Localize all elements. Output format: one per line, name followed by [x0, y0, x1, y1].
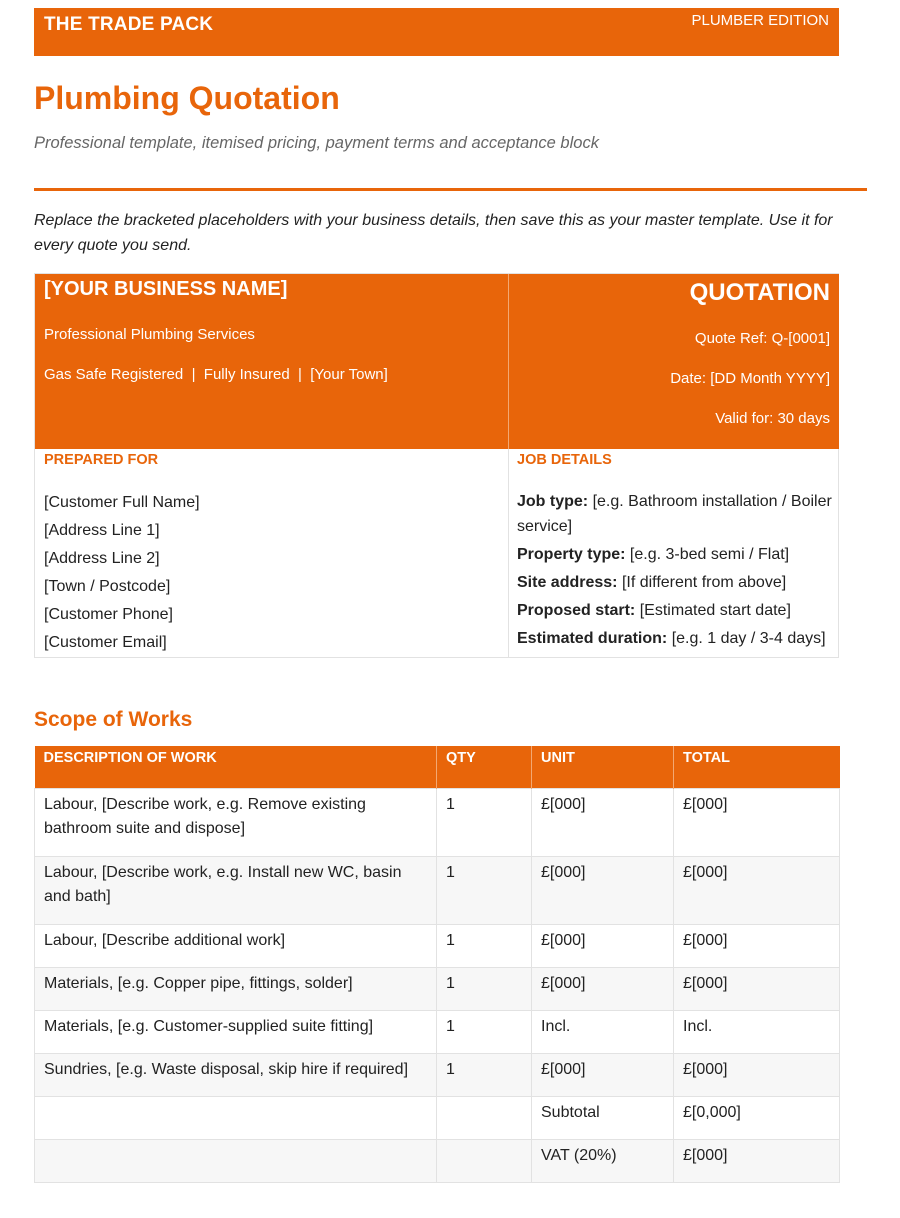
- job-details: [517, 489, 832, 654]
- vat-value[interactable]: £[000]: [674, 1140, 840, 1183]
- subtotal-row: [35, 1097, 840, 1140]
- row-total[interactable]: £[000]: [674, 925, 840, 968]
- customer-details: [44, 489, 200, 657]
- row-qty: [437, 1097, 532, 1140]
- col-description: DESCRIPTION OF WORK: [35, 746, 437, 789]
- proposed-start-value: [Estimated start date]: [639, 602, 791, 619]
- row-unit[interactable]: £[000]: [532, 857, 674, 925]
- page-title: Plumbing Quotation: [34, 80, 340, 116]
- row-description[interactable]: Sundries, [e.g. Waste disposal, skip hire if required]: [35, 1054, 437, 1097]
- row-total[interactable]: £[000]: [674, 968, 840, 1011]
- estimated-duration[interactable]: [517, 626, 832, 651]
- row-qty[interactable]: 1: [437, 968, 532, 1011]
- row-description[interactable]: Labour, [Describe work, e.g. Remove existing bathroom suite and dispose]: [35, 789, 437, 857]
- row-unit[interactable]: £[000]: [532, 968, 674, 1011]
- brand-bar: [34, 8, 839, 56]
- business-tagline[interactable]: Professional Plumbing Services: [44, 326, 255, 343]
- estimated-duration-value: [e.g. 1 day / 3-4 days]: [671, 630, 826, 647]
- job-details-label: JOB DETAILS: [517, 452, 612, 468]
- row-qty[interactable]: 1: [437, 789, 532, 857]
- row-description: [35, 1097, 437, 1140]
- row-unit[interactable]: £[000]: [532, 789, 674, 857]
- row-total[interactable]: £[000]: [674, 857, 840, 925]
- table-row: [35, 968, 840, 1011]
- table-row: [35, 857, 840, 925]
- subtotal-label: Subtotal: [532, 1097, 674, 1140]
- table-row: [35, 1011, 840, 1054]
- table-row: [35, 1054, 840, 1097]
- proposed-start-key: Proposed start:: [517, 602, 636, 619]
- job-type-key: Job type:: [517, 493, 589, 510]
- estimated-duration-key: Estimated duration:: [517, 630, 668, 647]
- quote-date[interactable]: Date: [DD Month YYYY]: [670, 370, 830, 387]
- title-divider: [34, 188, 867, 191]
- quote-validity[interactable]: Valid for: 30 days: [715, 410, 830, 427]
- col-unit: UNIT: [532, 746, 674, 789]
- business-name[interactable]: [YOUR BUSINESS NAME]: [44, 278, 288, 300]
- brand-name: THE TRADE PACK: [44, 14, 214, 35]
- property-type[interactable]: [517, 542, 832, 567]
- scope-table: [34, 746, 840, 1183]
- row-total[interactable]: £[000]: [674, 1054, 840, 1097]
- row-qty[interactable]: 1: [437, 925, 532, 968]
- row-unit[interactable]: Incl.: [532, 1011, 674, 1054]
- customer-town-postcode[interactable]: [Town / Postcode]: [44, 578, 171, 595]
- site-address-value: [If different from above]: [621, 574, 787, 591]
- page-subtitle: Professional template, itemised pricing, payment terms and acceptance block: [34, 134, 599, 152]
- row-unit[interactable]: £[000]: [532, 925, 674, 968]
- subtotal-value[interactable]: £[0,000]: [674, 1097, 840, 1140]
- row-description: [35, 1140, 437, 1183]
- quotation-heading: QUOTATION: [689, 279, 830, 306]
- table-row: [35, 925, 840, 968]
- row-total[interactable]: Incl.: [674, 1011, 840, 1054]
- customer-name[interactable]: [Customer Full Name]: [44, 494, 200, 511]
- prepared-for-label: PREPARED FOR: [44, 452, 159, 468]
- col-total: TOTAL: [674, 746, 840, 789]
- row-description[interactable]: Labour, [Describe additional work]: [35, 925, 437, 968]
- row-qty[interactable]: 1: [437, 1054, 532, 1097]
- table-header-row: [35, 746, 840, 789]
- quotation-panel: [509, 274, 839, 449]
- intro-text: Replace the bracketed placeholders with your business details, then save this as your master template. Use it for every quote you send.: [34, 212, 833, 254]
- customer-email[interactable]: [Customer Email]: [44, 634, 167, 651]
- job-type[interactable]: [517, 489, 832, 539]
- customer-address-2[interactable]: [Address Line 2]: [44, 550, 160, 567]
- property-type-key: Property type:: [517, 546, 626, 563]
- proposed-start[interactable]: [517, 598, 832, 623]
- row-total[interactable]: £[000]: [674, 789, 840, 857]
- property-type-value: [e.g. 3-bed semi / Flat]: [629, 546, 790, 563]
- business-credentials[interactable]: Gas Safe Registered | Fully Insured | [Your Town]: [44, 366, 388, 383]
- row-qty: [437, 1140, 532, 1183]
- site-address-key: Site address:: [517, 574, 618, 591]
- scope-of-works-heading: Scope of Works: [34, 708, 193, 731]
- row-description[interactable]: Materials, [e.g. Copper pipe, fittings, solder]: [35, 968, 437, 1011]
- site-address[interactable]: [517, 570, 832, 595]
- vat-row: [35, 1140, 840, 1183]
- customer-address-1[interactable]: [Address Line 1]: [44, 522, 160, 539]
- quote-ref[interactable]: Quote Ref: Q-[0001]: [694, 330, 830, 347]
- business-panel: [35, 274, 508, 449]
- row-description[interactable]: Materials, [e.g. Customer-supplied suite fitting]: [35, 1011, 437, 1054]
- col-qty: QTY: [437, 746, 532, 789]
- table-row: [35, 789, 840, 857]
- quote-header-box: [34, 273, 839, 658]
- vat-label: VAT (20%): [532, 1140, 674, 1183]
- row-description[interactable]: Labour, [Describe work, e.g. Install new WC, basin and bath]: [35, 857, 437, 925]
- row-qty[interactable]: 1: [437, 1011, 532, 1054]
- brand-edition: PLUMBER EDITION: [691, 12, 829, 29]
- row-qty[interactable]: 1: [437, 857, 532, 925]
- customer-phone[interactable]: [Customer Phone]: [44, 606, 173, 623]
- job-type-value: [e.g. Bathroom installation / Boiler service]: [517, 493, 832, 535]
- row-unit[interactable]: £[000]: [532, 1054, 674, 1097]
